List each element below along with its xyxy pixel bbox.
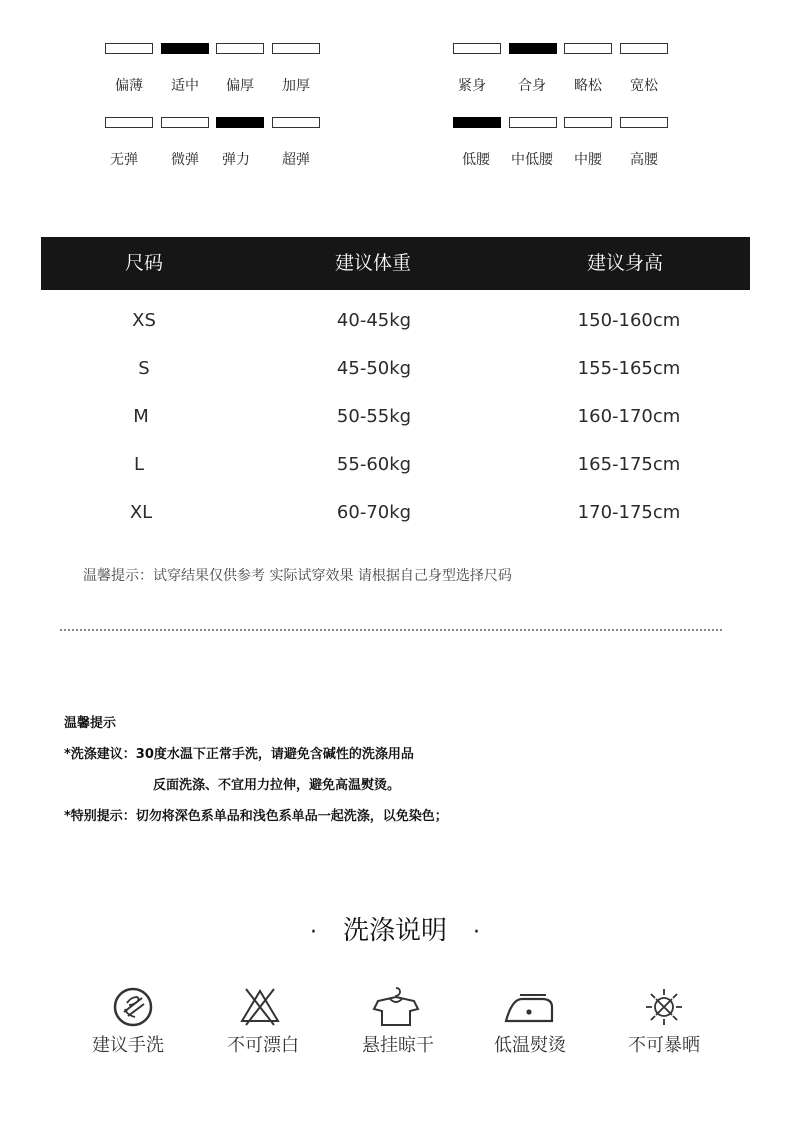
scale-box-selected [453, 117, 501, 128]
scale-box [620, 43, 668, 54]
care-title: 温馨提示 [64, 716, 117, 731]
size-tip-text: 温馨提示：试穿结果仅供参考 实际试穿效果 请根据自己身型选择尺码 [83, 568, 512, 584]
size-cell: XL [129, 502, 153, 523]
dotted-divider [60, 629, 722, 631]
scale-label: 弹力 [222, 152, 250, 168]
title-dot: · [473, 920, 480, 945]
scale-label: 无弹 [110, 152, 138, 168]
size-cell: XS [132, 310, 156, 331]
column-header-size: 尺码 [124, 252, 163, 274]
scale-box [620, 117, 668, 128]
height-cell: 165-175cm [577, 454, 681, 475]
column-header-weight: 建议体重 [334, 252, 411, 274]
scale-box-selected [509, 43, 557, 54]
hand-wash-icon [73, 985, 193, 1029]
scale-box [161, 117, 209, 128]
icon-label: 不可漂白 [227, 1035, 299, 1056]
size-cell: S [138, 358, 150, 379]
height-cell: 155-165cm [577, 358, 681, 379]
scale-box [453, 43, 501, 54]
scale-label: 略松 [574, 78, 602, 94]
icon-label: 悬挂晾干 [362, 1035, 434, 1056]
icon-label: 建议手洗 [92, 1035, 164, 1056]
scale-box [105, 43, 153, 54]
scale-label: 低腰 [462, 152, 490, 168]
scale-label: 紧身 [458, 78, 486, 94]
weight-cell: 45-50kg [336, 358, 412, 379]
scale-label: 高腰 [630, 152, 658, 168]
size-cell: M [133, 406, 149, 427]
scale-label: 偏薄 [115, 78, 143, 94]
wash-section-title [0, 910, 790, 947]
height-cell: 160-170cm [577, 406, 681, 427]
scale-box-selected [216, 117, 264, 128]
weight-cell: 40-45kg [336, 310, 412, 331]
size-cell: L [133, 454, 145, 475]
scale-label: 中低腰 [511, 152, 553, 168]
care-line: *洗涤建议：30度水温下正常手洗，请避免含碱性的洗涤用品 [64, 747, 414, 762]
scale-box [216, 43, 264, 54]
height-cell: 170-175cm [577, 502, 681, 523]
care-line: *特别提示：切勿将深色系单品和浅色系单品一起洗涤，以免染色； [64, 809, 448, 824]
scale-label: 宽松 [630, 78, 658, 94]
height-cell: 150-160cm [577, 310, 681, 331]
scale-label: 适中 [171, 78, 199, 94]
scale-box [272, 117, 320, 128]
scale-box-selected [161, 43, 209, 54]
size-table-header [41, 237, 750, 290]
scale-box [564, 117, 612, 128]
hang-dry-icon [336, 985, 456, 1029]
column-header-height: 建议身高 [586, 252, 663, 274]
no-sun-icon [604, 985, 724, 1029]
weight-cell: 50-55kg [336, 406, 412, 427]
weight-cell: 55-60kg [336, 454, 412, 475]
wash-title-text: 洗涤说明 [342, 916, 447, 946]
icon-label: 低温熨烫 [494, 1035, 566, 1056]
scale-label: 中腰 [574, 152, 602, 168]
scale-box [272, 43, 320, 54]
scale-box [105, 117, 153, 128]
low-iron-icon [470, 985, 590, 1029]
scale-label: 加厚 [282, 78, 310, 94]
no-bleach-icon [200, 985, 320, 1029]
care-line: 反面洗涤、不宜用力拉伸，避免高温熨烫。 [153, 778, 401, 793]
scale-label: 超弹 [282, 152, 310, 168]
scale-label: 合身 [518, 78, 546, 94]
scale-label: 偏厚 [226, 78, 254, 94]
icon-label: 不可暴晒 [628, 1035, 700, 1056]
weight-cell: 60-70kg [336, 502, 412, 523]
title-dot: · [309, 920, 317, 945]
scale-box [564, 43, 612, 54]
scale-label: 微弹 [171, 152, 199, 168]
scale-box [509, 117, 557, 128]
